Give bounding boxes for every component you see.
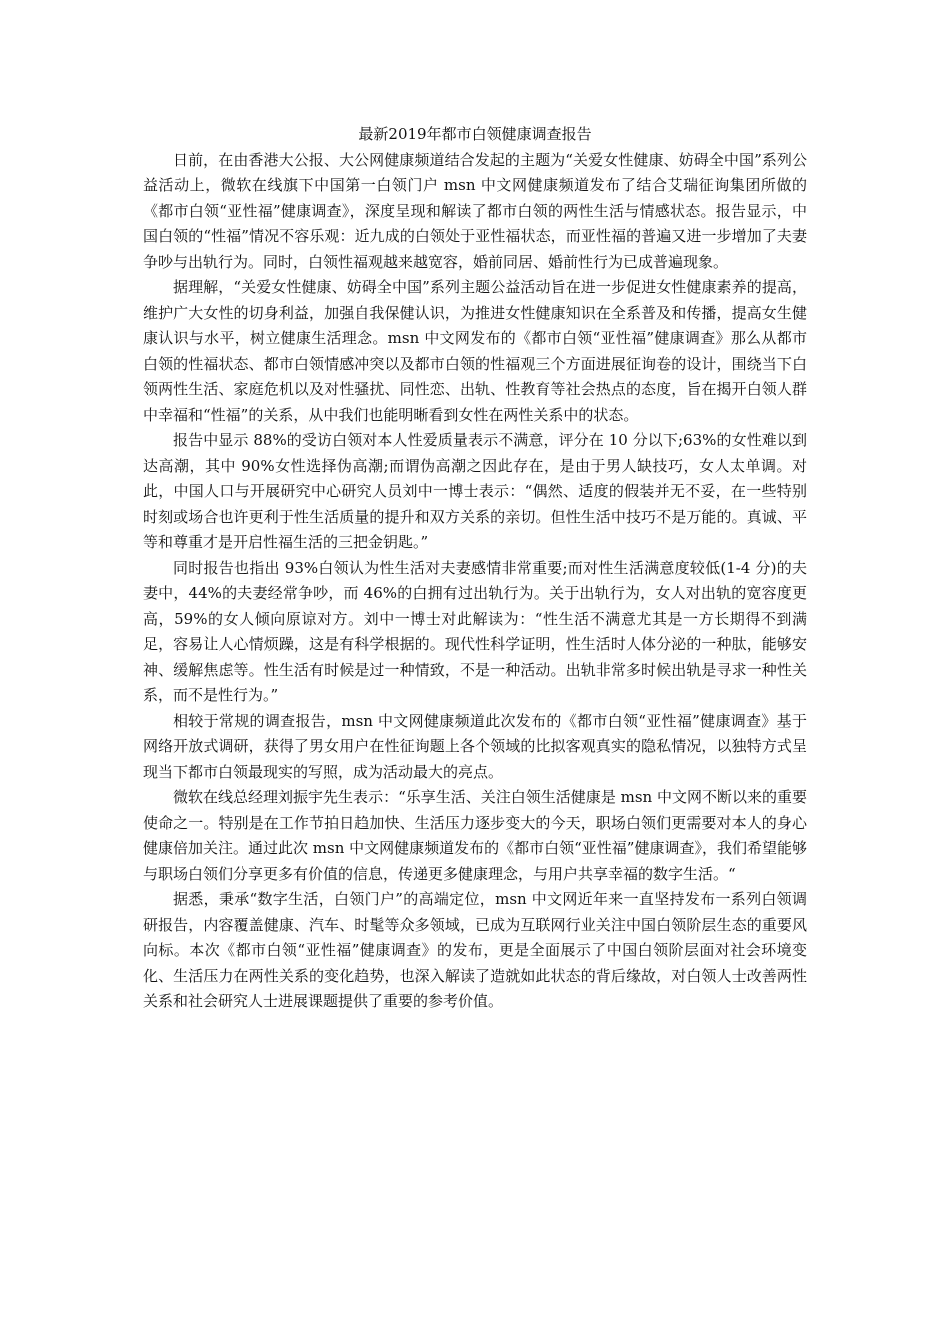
paragraph-6: 微软在线总经理刘振宇先生表示：“乐享生活、关注白领生活健康是 msn 中文网不断以来的重要使命之一。特别是在工作节拍日趋加快、生活压力逐步变大的今天，职场白领们更需要对本人的身心健康倍加关注。通过此次 msn 中文网健康频道发布的《都市白领“亚性福”健康调查》，我们希望能够与职场白领们分享更多有价值的信息，传递更多健康理念，与用户共享幸福的数字生活。“ <box>143 788 807 883</box>
paragraph-4: 同时报告也指出 93%白领认为性生活对夫妻感情非常重要;而对性生活满意度较低(1-4 分)的夫妻中，44%的夫妻经常争吵，而 46%的白拥有过出轨行为。关于出轨行为，女人对出轨的宽容度更高，59%的女人倾向原谅对方。刘中一博士对此解读为：“性生活不满意尤其是一方长期得不到满足，容易让人心情烦躁，这是有科学根据的。现代性科学证明，性生活时人体分泌的一种肽，能够安神、缓解焦虑等。性生活有时候是过一种情致，不是一种活动。出轨非常多时候出轨是寻求一种性关系，而不是性行为。” <box>143 558 807 704</box>
paragraph-5: 相较于常规的调查报告，msn 中文网健康频道此次发布的《都市白领“亚性福”健康调查》基于网络开放式调研，获得了男女用户在性征询题上各个领域的比拟客观真实的隐私情况，以独特方式呈现当下都市白领最现实的写照，成为活动最大的亮点。 <box>143 711 807 781</box>
paragraph-7: 据悉，秉承“数字生活，白领门户”的高端定位，msn 中文网近年来一直坚持发布一系列白领调研报告，内容覆盖健康、汽车、时髦等众多领域，已成为互联网行业关注中国白领阶层生态的重要风向标。本次《都市白领“亚性福”健康调查》的发布，更是全面展示了中国白领阶层面对社会环境变化、生活压力在两性关系的变化趋势，也深入解读了造就如此状态的背后缘故，对白领人士改善两性关系和社会研究人士进展课题提供了重要的参考价值。 <box>143 890 807 1010</box>
paragraph-1: 日前，在由香港大公报、大公网健康频道结合发起的主题为“关爱女性健康、妨碍全中国”系列公益活动上，微软在线旗下中国第一白领门户 msn 中文网健康频道发布了结合艾瑞征询集团所做的《都市白领“亚性福”健康调查》，深度呈现和解读了都市白领的两性生活与情感状态。报告显示，中国白领的“性福”情况不容乐观：近九成的白领处于亚性福状态，而亚性福的普遍又进一步增加了夫妻争吵与出轨行为。同时，白领性福观越来越宽容，婚前同居、婚前性行为已成普遍现象。 <box>143 150 807 271</box>
document-page <box>143 122 807 1015</box>
paragraph-2: 据理解，“关爱女性健康、妨碍全中国”系列主题公益活动旨在进一步促进女性健康素养的提高，维护广大女性的切身利益，加强自我保健认识，为推进女性健康知识在全系普及和传播，提高女生健康认识与水平，树立健康生活理念。msn 中文网发布的《都市白领“亚性福”健康调查》那么从都市白领的性福状态、都市白领情感冲突以及都市白领的性福观三个方面进展征询卷的设计，围绕当下白领两性生活、家庭危机以及对性骚扰、同性恋、出轨、性教育等社会热点的态度，旨在揭开白领人群中幸福和“性福”的关系，从中我们也能明晰看到女性在两性关系中的状态。 <box>143 278 807 424</box>
document-title: 最新2019年都市白领健康调查报告 <box>358 125 592 143</box>
paragraph-3: 报告中显示 88%的受访白领对本人性爱质量表示不满意，评分在 10 分以下;63%的女性难以到达高潮，其中 90%女性选择伪高潮;而谓伪高潮之因此存在，是由于男人缺技巧，女人太单调。对此，中国人口与开展研究中心研究人员刘中一博士表示：“偶然、适度的假装并无不妥，在一些特别时刻或场合也许更利于性生活质量的提升和双方关系的亲切。但性生活中技巧不是万能的。真诚、平等和尊重才是开启性福生活的三把金钥匙。” <box>143 431 807 551</box>
